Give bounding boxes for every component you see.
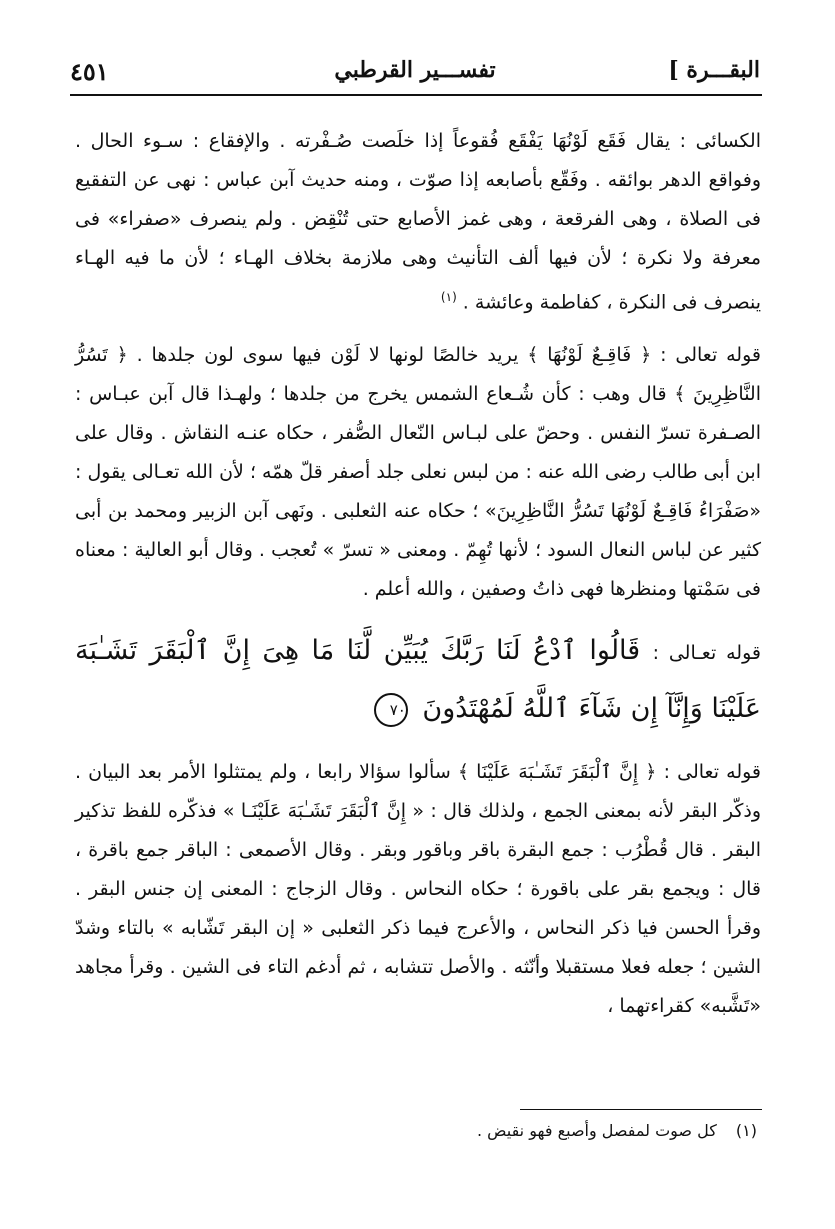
paragraph-1 (75, 122, 761, 322)
verse-text: قَالُوا ٱدْعُ لَنَا رَبَّكَ يُبَيِّن لَّنَا مَا هِىَ إِنَّ ٱلْبَقَرَ تَشَـٰبَهَ عَلَيْنَا وَإِنَّآ إِن شَآءَ ٱللَّهُ لَمُهْتَدُونَ (75, 635, 761, 725)
footnote-text: كل صوت لمفصل وأصبع فهو نقيض . (476, 1121, 717, 1140)
ayah-number-badge: ٧٠ (374, 693, 408, 727)
footnote-reference: (١) (440, 290, 457, 304)
body-text (75, 122, 761, 1040)
surah-name: البقـــرة ] (668, 57, 760, 83)
paragraph-2: قوله تعالى : ﴿ فَاقِـعٌ لَوْنُهَا ﴾ يريد خالصًا لونها لا لَوْن فيها سوى لون جلدها . ﴿ تَسُرُّ النَّاظِرِينَ ﴾ قال وهب : كأن شُـعاع الشمس يخرج من جلدها ؛ ولهـذا قال آبن عبـاس : الصـفرة تسرّ النفس . وحضّ على لبـاس النّعال الصُّفر ، حكاه عنـه النقاش . وقال على ابن أبى طالب رضى الله عنه : من لبس نعلى جلد أصفر قلّ همّه ؛ لأن الله تعـالى يقول : «صَفْرَاءُ فَاقِـعٌ لَوْنُهَا تَسُرُّ النَّاظِرِينَ» ؛ حكاه عنه الثعلبى . ونَهى آبن الزبير ومحمد بن أبى كثير عن لباس النعال السود ؛ لأنها تُهِمّ . ومعنى « تسرّ » تُعجب . وقال أبو العالية : معناه فى سَمْتها ومنظرها فهى ذاتُ وصفين ، والله أعلم . (75, 344, 761, 601)
page-number: ٤٥١ (70, 57, 109, 86)
footnote (257, 1118, 757, 1144)
paragraph-3: قوله تعالى : ﴿ إِنَّ ٱلْبَقَرَ تَشَـٰبَهَ عَلَيْنَا ﴾ سألوا سؤالا رابعا ، ولم يمتثلوا الأمر بعد البيان . وذكّر البقر لأنه بمعنى الجمع ، ولذلك قال : « إِنَّ ٱلْبَقَرَ تَشَـٰبَهَ عَلَيْنَـا » فذكّره للفظ تذكير البقر . قال قُطْرُب : جمع البقرة باقر وباقور وبقر . وقال الأصمعى : الباقر جمع باقرة ، قال : ويجمع بقر على باقورة ؛ حكاه النحاس . وقال الزجاج : المعنى إن جنس البقر . وقرأ الحسن فيا ذكر النحاس ، والأعرج فيما ذكر الثعلبى « إن البقر تَشّابه » بالتاء وشدّ الشين ؛ جعله فعلا مستقبلا وأنّثه . والأصل تتشابه ، ثم أدغم التاء فى الشين . وقرأ مجاهد «تَشَّبه» كقراءتهما ، (75, 761, 761, 1018)
quran-verse (75, 623, 761, 737)
header-rule (70, 94, 762, 96)
running-header (70, 55, 760, 93)
paragraph-1-text: الكسائى : يقال فَقَع لَوْنُهَا يَفْقَع فُقوعاً إذا خلَصت صُـفْرته . والإفقاع : سـوء الحال . وفواقع الدهر بوائقه . وفَقّع بأصابعه إذا صوّت ، ومنه حديث آبن عباس : نهى عن التفقيع فى الصلاة ، وهى الفرقعة ، وهى غمز الأصابع حتى تُنْقِض . ولم ينصرف «صفراء» فى معرفة ولا نكرة ؛ لأن فيها ألف التأنيث وهى ملازمة بخلاف الهـاء ؛ لأن ما فيه الهـاء ينصرف فى النكرة ، كفاطمة وعائشة . (75, 130, 761, 314)
footnote-rule (520, 1109, 762, 1110)
verse-label: قوله تعـالى : (652, 642, 761, 665)
footnote-number: (١) (735, 1121, 757, 1140)
book-title: تفســـير القرطبي (334, 57, 496, 83)
